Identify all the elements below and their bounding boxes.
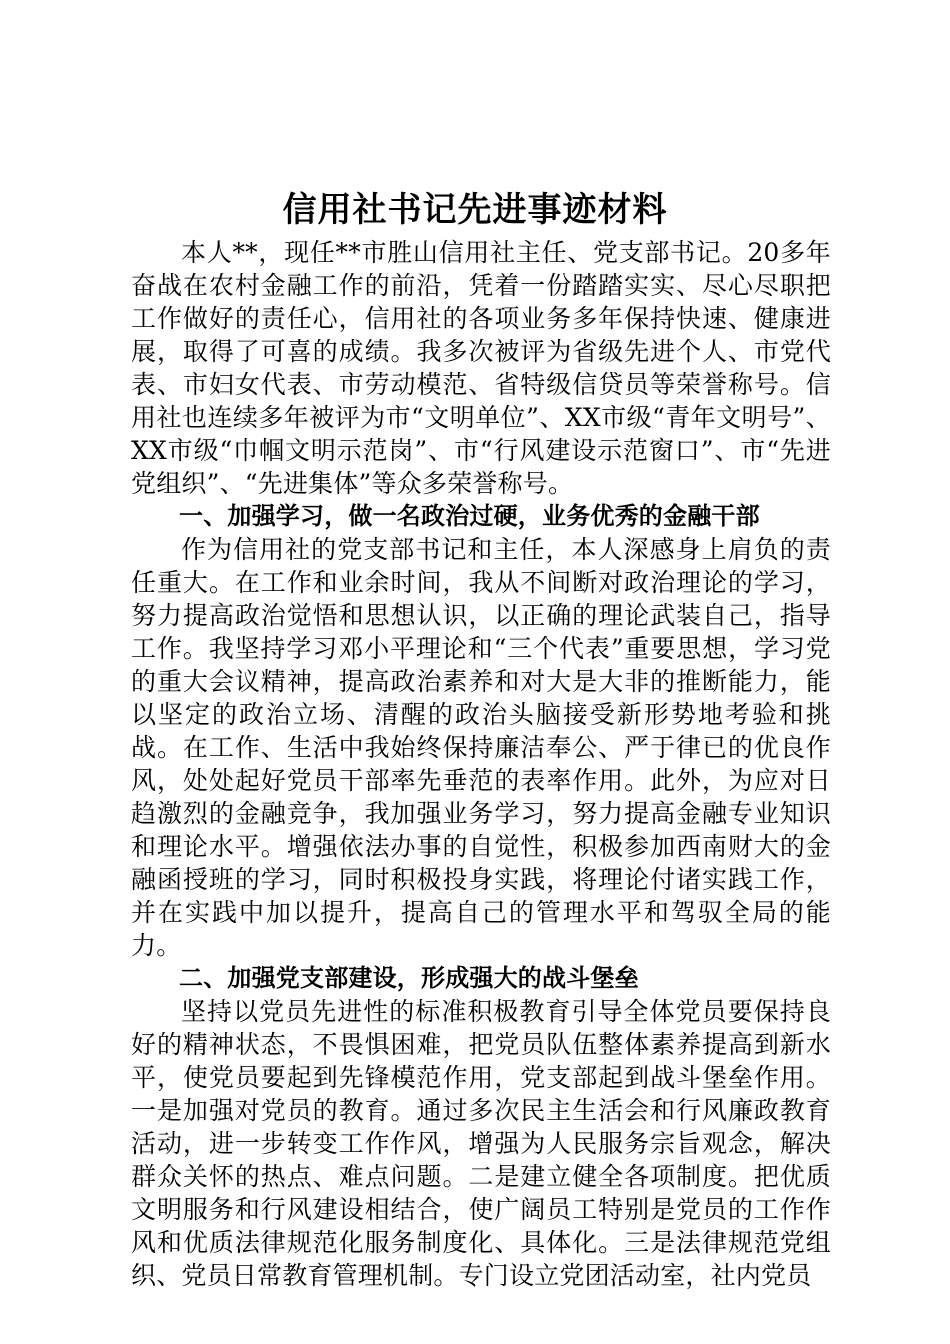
section-2-paragraph: 坚持以党员先进性的标准积极教育引导全体党员要保持良好的精神状态，不畏惧困难，把党员队伍整体素养提高到新水平，使党员要起到先锋模范作用，党支部起到战斗堡垒作用。一是加强对党员的教育。通过多次民主生活会和行风廉政教育活动，进一步转变工作作风，增强为人民服务宗旨观念，解决群众关怀的热点、难点问题。二是建立健全各项制度。把优质文明服务和行风建设相结合，使广阔员工特别是党员的工作作风和优质法律规范化服务制度化、具体化。三是法律规范党组织、党员日常教育管理机制。专门设立党团活动室，社内党员 bbox=[131, 997, 831, 1290]
document-body bbox=[131, 236, 831, 1292]
document-title: 信用社书记先进事迹材料 bbox=[282, 190, 668, 230]
section-heading-1: 一、加强学习，做一名政治过硬，业务优秀的金融干部 bbox=[179, 502, 760, 530]
section-1-paragraph: 作为信用社的党支部书记和主任，本人深感身上肩负的责任重大。在工作和业余时间，我从不间断对政治理论的学习，努力提高政治觉悟和思想认识，以正确的理论武装自己，指导工作。我坚持学习邓小平理论和“三个代表”重要思想，学习党的重大会议精神，提高政治素养和对大是大非的推断能力，能以坚定的政治立场、清醒的政治头脑接受新形势地考验和挑战。在工作、生活中我始终保持廉洁奉公、严于律已的优良作风，处处起好党员干部率先垂范的表率作用。此外，为应对日趋激烈的金融竞争，我加强业务学习，努力提高金融专业知识和理论水平。增强依法办事的自觉性，积极参加西南财大的金融函授班的学习，同时积极投身实践，将理论付诸实践工作，并在实践中加以提升，提高自己的管理水平和驾驭全局的能力。 bbox=[131, 535, 831, 960]
section-heading-2: 二、加强党支部建设，形成强大的战斗堡垒 bbox=[179, 964, 639, 992]
intro-paragraph: 本人**，现任**市胜山信用社主任、党支部书记。20多年奋战在农村金融工作的前沿，凭着一份踏踏实实、尽心尽职把工作做好的责任心，信用社的各项业务多年保持快速、健康进展，取得了可喜的成绩。我多次被评为省级先进个人、市党代表、市妇女代表、市劳动模范、省特级信贷员等荣誉称号。信用社也连续多年被评为市“文明单位”、XX市级“青年文明号”、XX市级“巾帼文明示范岗”、市“行风建设示范窗口”、市“先进党组织”、“先进集体”等众多荣誉称号。 bbox=[131, 238, 831, 498]
